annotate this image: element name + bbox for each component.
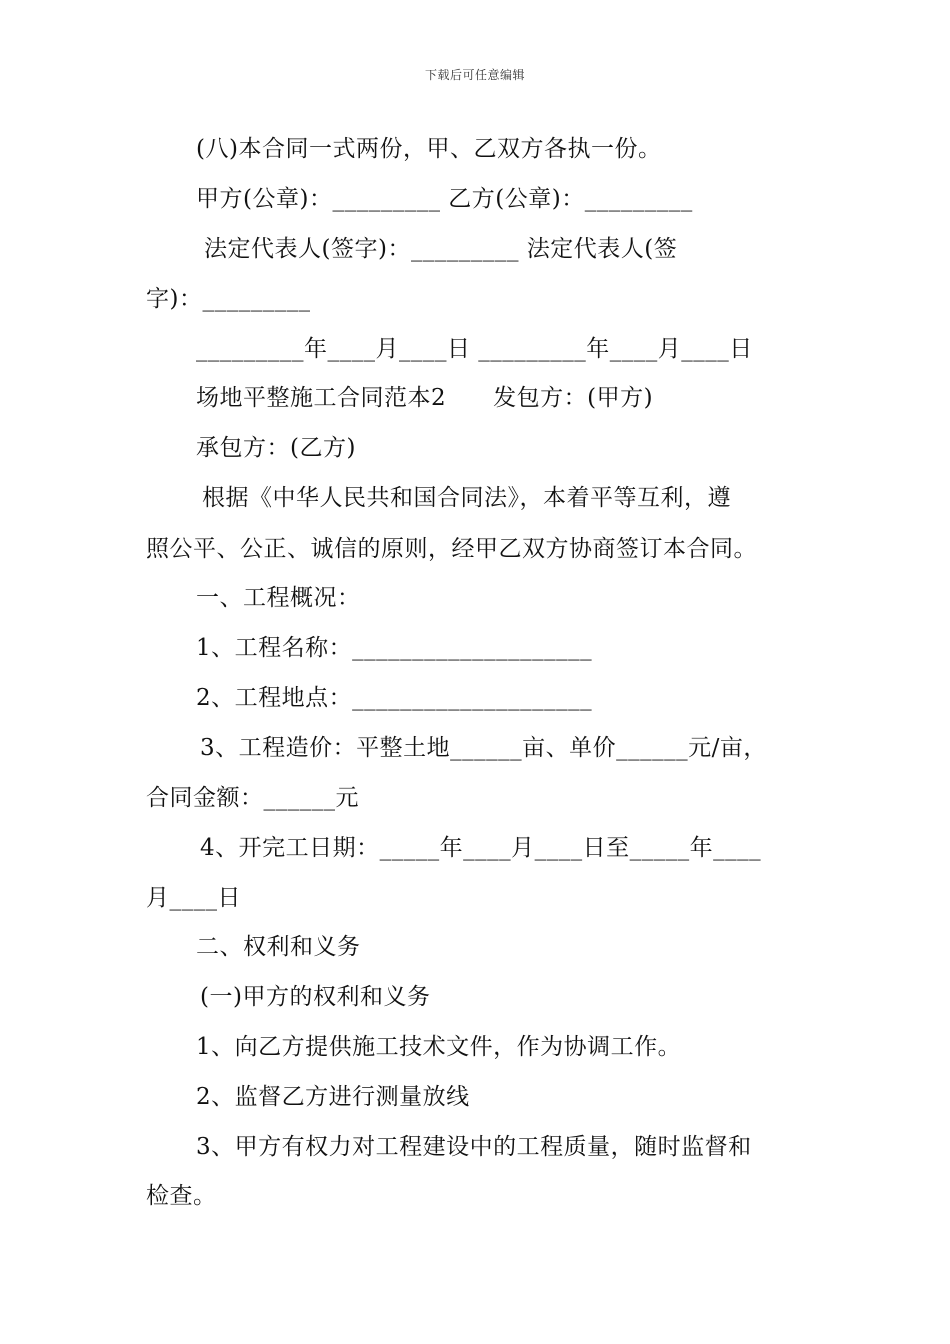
text-line: 法定代表人(签字)：_________ 法定代表人(签 — [204, 236, 678, 262]
text-line: 根据《中华人民共和国合同法》，本着平等互利，遵 — [202, 485, 731, 511]
text-line: 4、开完工日期：_____年____月____日至_____年____ — [200, 835, 762, 861]
text-line: 1、向乙方提供施工技术文件，作为协调工作。 — [196, 1034, 682, 1060]
text-line: 照公平、公正、诚信的原则，经甲乙双方协商签订本合同。 — [146, 536, 757, 562]
text-line: 2、工程地点：____________________ — [196, 685, 593, 711]
text-line: 3、甲方有权力对工程建设中的工程质量，随时监督和 — [196, 1134, 752, 1160]
text-line: 二、权利和义务 — [196, 934, 361, 960]
text-line: (八)本合同一式两份，甲、乙双方各执一份。 — [196, 136, 662, 162]
text-line: 合同金额：______元 — [146, 785, 359, 811]
text-line: 3、工程造价：平整土地______亩、单价______元/亩， — [200, 735, 767, 761]
text-line: 1、工程名称：____________________ — [196, 635, 593, 661]
text-line: 月____日 — [146, 885, 241, 911]
text-line: 字)：_________ — [146, 286, 311, 312]
text-line: _________年____月____日 _________年____月____日 — [196, 336, 753, 362]
text-line: 场地平整施工合同范本2 发包方：(甲方) — [196, 385, 654, 411]
text-line: 2、监督乙方进行测量放线 — [196, 1084, 470, 1110]
text-line: 甲方(公章)：_________ 乙方(公章)：_________ — [196, 186, 693, 212]
text-line: (一)甲方的权利和义务 — [200, 984, 431, 1010]
text-line: 一、工程概况： — [196, 585, 361, 611]
text-line: 承包方：(乙方) — [196, 435, 356, 461]
page-header: 下载后可任意编辑 — [424, 68, 525, 82]
text-line: 检查。 — [146, 1183, 217, 1209]
